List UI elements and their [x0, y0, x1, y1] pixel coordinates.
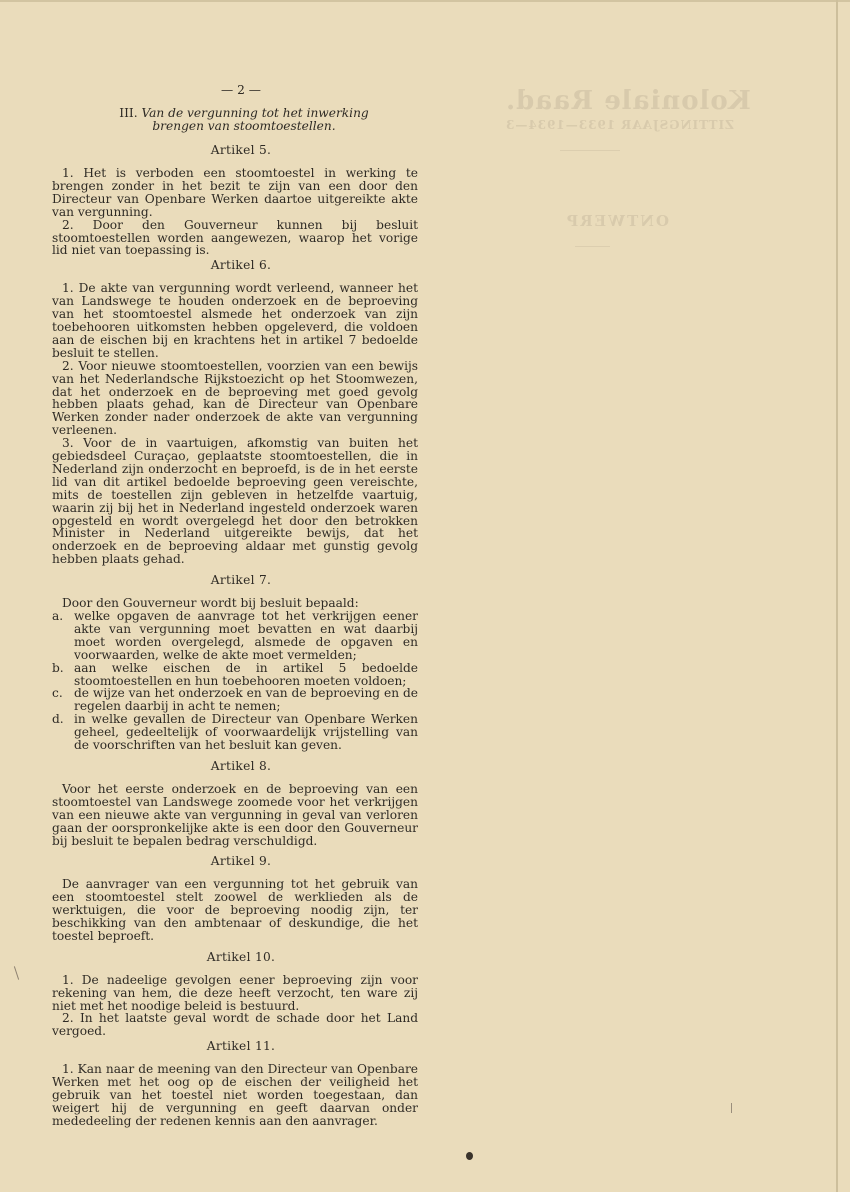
section-heading	[70, 107, 418, 132]
page-top-edge	[0, 0, 850, 2]
article-heading: Artikel 10.	[206, 949, 276, 964]
page-number: — 2 —	[221, 83, 261, 97]
list-item	[52, 662, 418, 688]
article-paragraph: Voor het eerste onderzoek en de beproeving van een stoomtoestel van Landswege zoomede voor het verkrijgen van een nieuwe akte van vergunning in geval van verloren gaan der oorspronkelijke akte is een door den Gouverneur bij besluit te bepalen bedrag verschuldigd.	[52, 781, 418, 848]
list-item	[52, 713, 418, 752]
list-item-label: b.	[52, 660, 64, 675]
text-column	[52, 84, 418, 1128]
list-item-label: c.	[52, 686, 63, 701]
section-number: III.	[119, 105, 138, 120]
list-item-text: welke opgaven de aanvrage tot het verkrijgen eener akte van vergunning moet bevatten en wat daarbij moet worden overgelegd, alsmede de opgaven en voorwaarden, welke de akte moet vermelden;	[74, 609, 418, 662]
article-heading: Artikel 11.	[206, 1039, 276, 1054]
bleed-through-draft: ONTWERP	[565, 212, 669, 230]
article-paragraph: 3. Voor de in vaartuigen, afkomstig van buiten het gebiedsdeel Curaçao, geplaatste stoomtoestellen, die in Nederland zijn onderzocht en beproefd, is de in het eerste lid van dit artikel bedoelde beproeving geen vereischte, mits de toestellen zijn gebleven in hetzelfde vaartuig, waarin zij bij het in Nederland ingesteld onderzoek waren opgesteld en wordt overgelegd het door den betrokken Minister in Nederland uitgereikte bewijs, dat het onderzoek en de beproeving aldaar met gunstig gevolg hebben plaats gehad.	[52, 436, 418, 567]
margin-mark	[14, 966, 19, 980]
article-paragraph: 1. De nadeelige gevolgen eener beproeving zijn voor rekening van hem, die deze heeft verzocht, ten ware zij niet met het noodige beleid is bestuurd.	[52, 972, 418, 1013]
section-title-line2: brengen van stoomtoestellen.	[152, 118, 336, 133]
list-item-text: aan welke eischen de in artikel 5 bedoelde stoomtoestellen en hun toebehooren moeten voldoen;	[74, 660, 418, 688]
article-paragraph: 2. Voor nieuwe stoomtoestellen, voorzien van een bewijs van het Nederlandsche Rijkstoezicht op het Stoomwezen, dat het onderzoek en de beproeving met goed gevolg hebben plaats gehad, kan de Directeur van Openbare Werken zonder nader onderzoek de akte van vergunning verleenen.	[52, 358, 418, 438]
margin-mark	[731, 1103, 732, 1113]
list-item-text: in welke gevallen de Directeur van Openbare Werken geheel, gedeeltelijk of voorwaardelijk vrijstelling van de voorschriften van het besluit kan geven.	[74, 712, 418, 753]
list-item	[52, 610, 418, 662]
list-item-text: de wijze van het onderzoek en van de beproeving en de regelen daarbij in acht te nemen;	[74, 686, 418, 714]
page-right-edge	[836, 0, 838, 1192]
bleed-through-rule	[575, 246, 610, 247]
list-item	[52, 687, 418, 713]
article-heading: Artikel 7.	[210, 573, 272, 588]
list-item-label: d.	[52, 712, 64, 727]
article-list	[52, 610, 418, 752]
section-title-line1: Van de vergunning tot het inwerking	[141, 105, 369, 120]
article-paragraph: 2. In het laatste geval wordt de schade door het Land vergoed.	[52, 1011, 418, 1039]
article-intro: Door den Gouverneur wordt bij besluit bepaald:	[62, 596, 359, 611]
article-paragraph: 1. Kan naar de meening van den Directeur van Openbare Werken met het oog op de eischen der veiligheid het gebruik van het toestel niet worden toegestaan, dan weigert hij de vergunning en geeft daarvan onder mededeeling der redenen kennis aan den aanvrager.	[52, 1062, 418, 1128]
article-paragraph: 1. De akte van vergunning wordt verleend, wanneer het van Landswege te houden onderzoek en de beproeving van het stoomtoestel alsmede het onderzoek van zijn toebehooren uitkomsten hebben opgeleverd, die voldoen aan de eischen bij en krachtens het in artikel 7 bedoelde besluit te stellen.	[52, 281, 418, 360]
article-heading: Artikel 8.	[210, 758, 272, 773]
list-item-label: a.	[52, 609, 64, 623]
ink-spot	[466, 1152, 473, 1160]
article-paragraph: 1. Het is verboden een stoomtoestel in werking te brengen zonder in het bezit te zijn van een door den Directeur van Openbare Werken daartoe uitgereikte akte van vergunning.	[52, 166, 418, 219]
bleed-through-rule	[560, 150, 620, 151]
article-heading: Artikel 9.	[210, 854, 272, 869]
article-heading: Artikel 5.	[210, 143, 272, 158]
bleed-through-subtitle: ZITTINGSJAAR 1933—1934—3	[505, 118, 734, 132]
article-paragraph: De aanvrager van een vergunning tot het gebruik van een stoomtoestel stelt zoowel de werklieden als de werktuigen, die voor de beproeving noodig zijn, ter beschikking van den ambtenaar of deskundige, die het toestel beproeft.	[52, 877, 418, 943]
article-heading: Artikel 6.	[210, 258, 272, 273]
article-paragraph: 2. Door den Gouverneur kunnen bij besluit stoomtoestellen worden aangewezen, waarop het vorige lid niet van toepassing is.	[52, 217, 418, 258]
bleed-through-title: Koloniale Raad.	[505, 86, 751, 116]
